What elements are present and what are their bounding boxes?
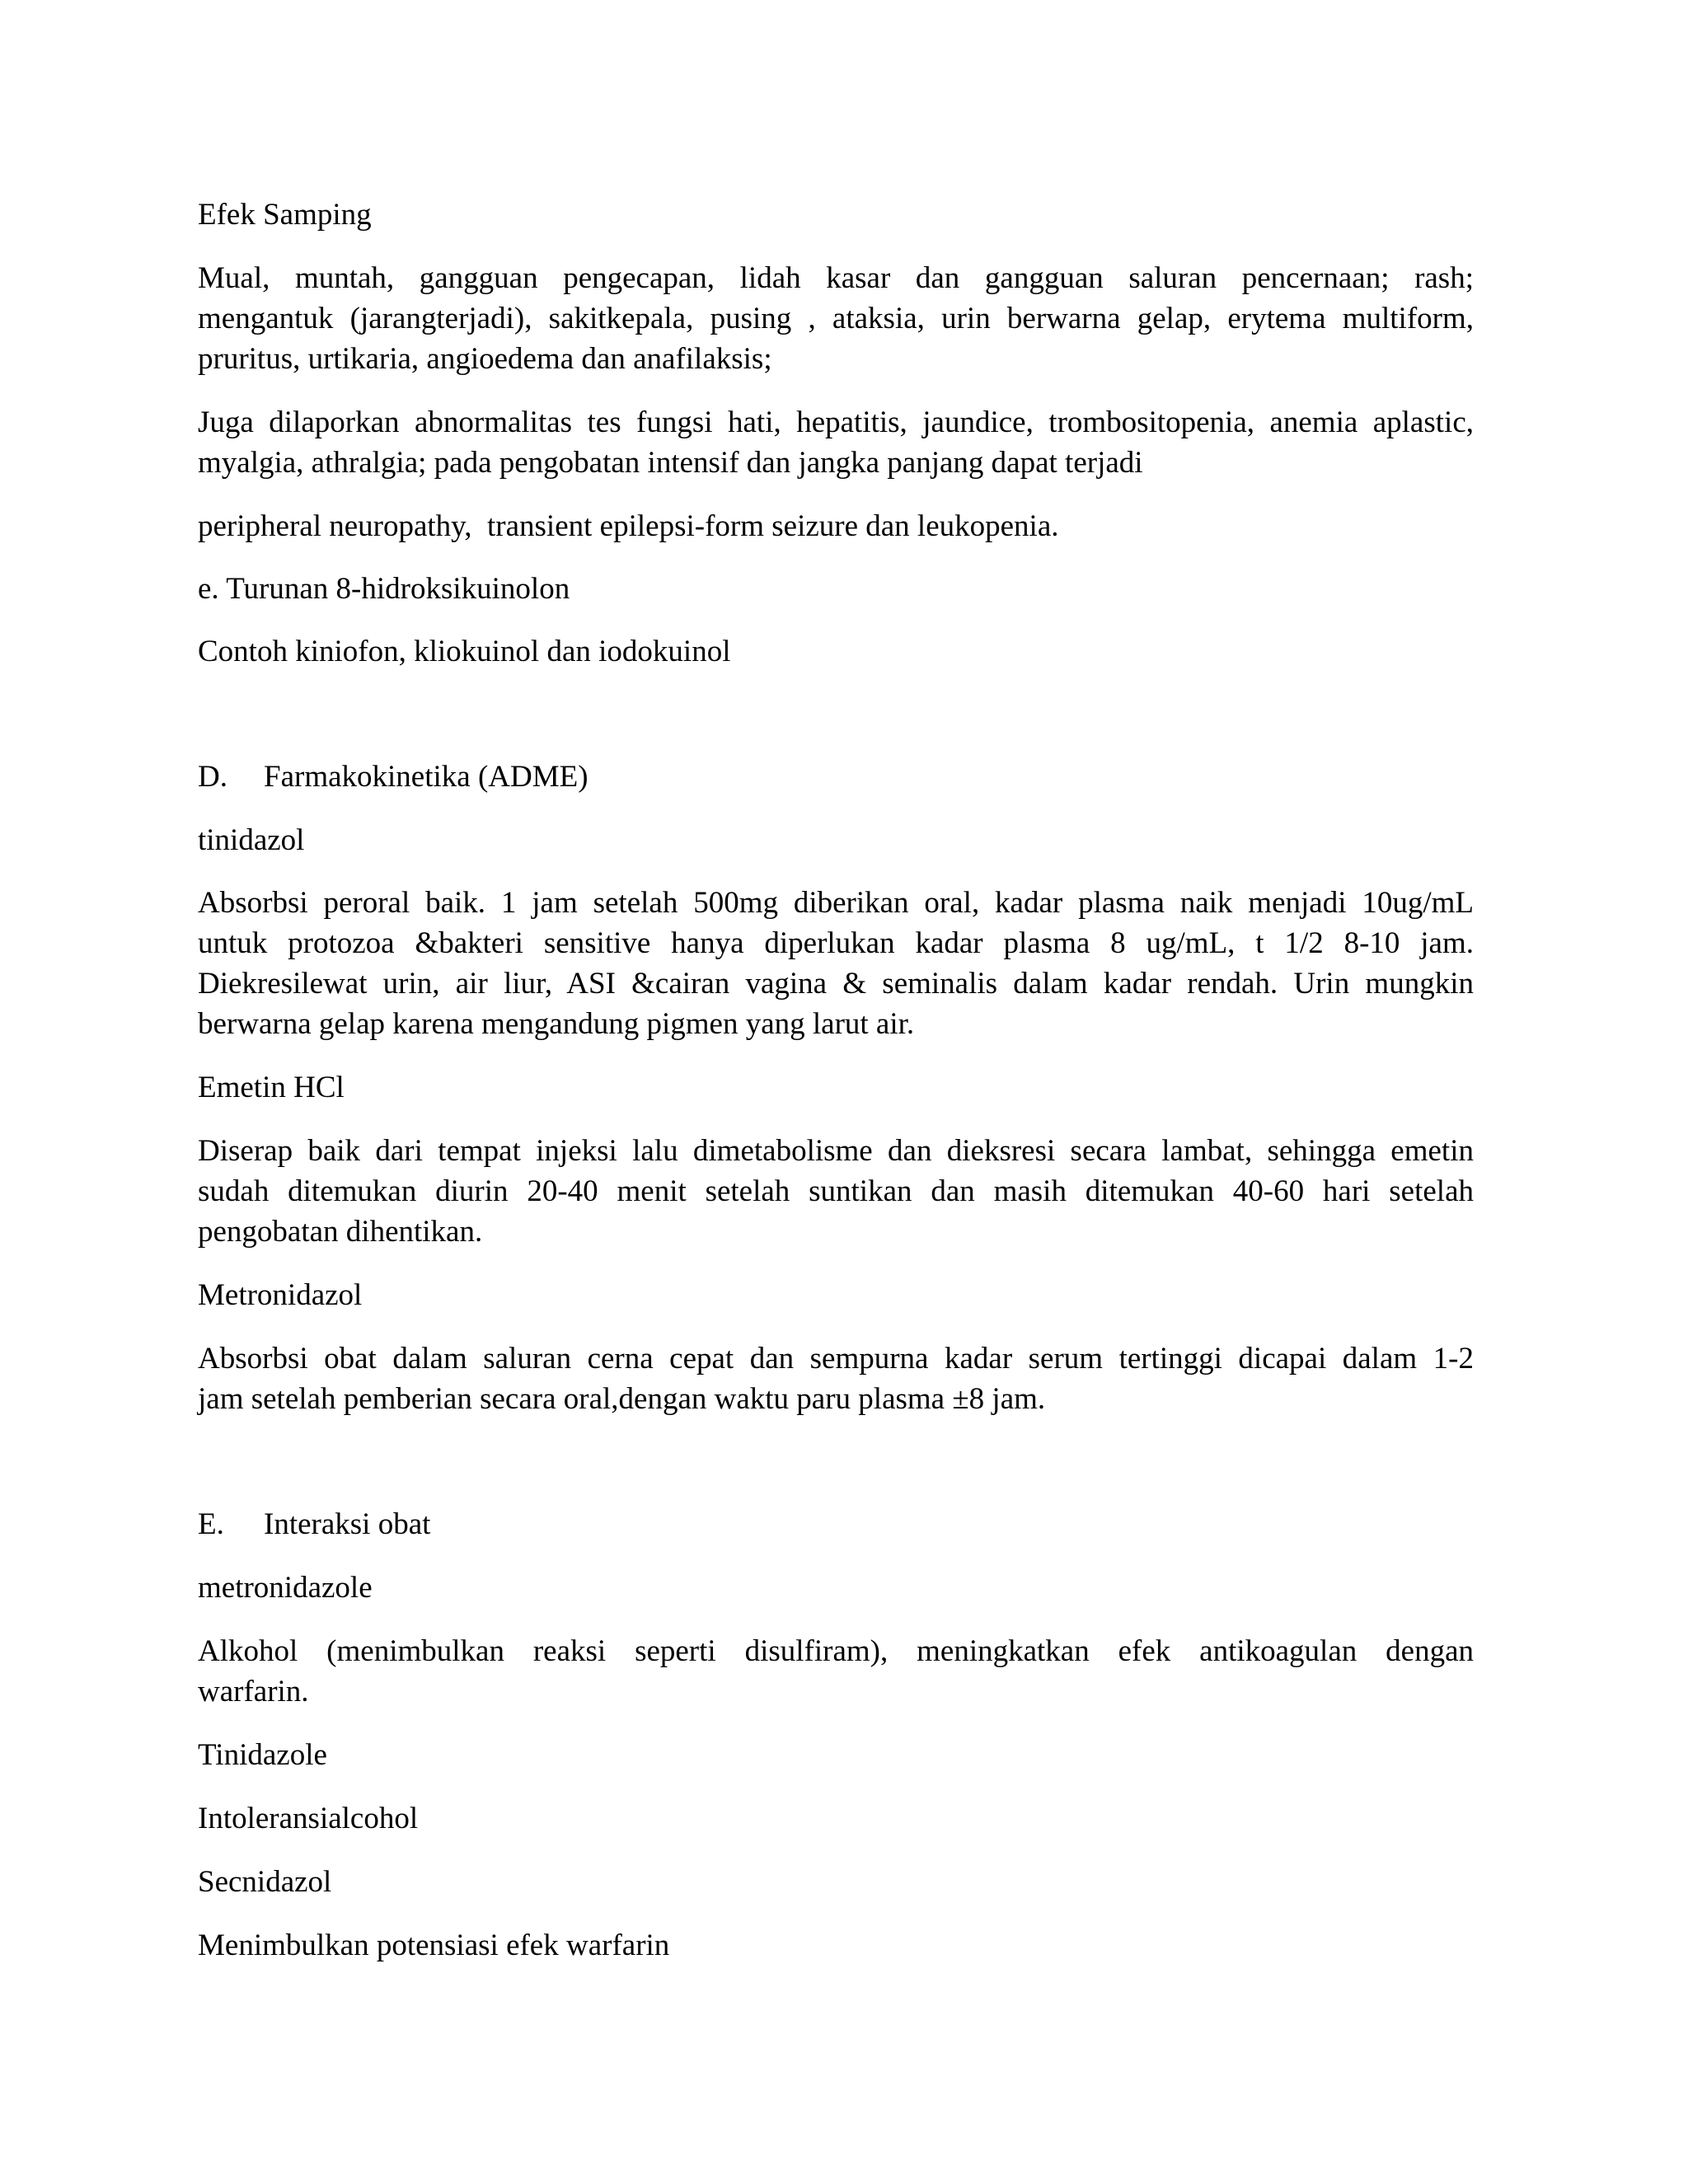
paragraph-line: Juga dilaporkan abnormalitas tes fungsi hati, hepatitis, jaundice, trombositopenia, anemia aplastic, — [198, 405, 1474, 439]
paragraph-line: pengobatan dihentikan. — [198, 1215, 483, 1249]
paragraph-line: Diekresilewat urin, air liur, ASI &cairan vagina & seminalis dalam kadar rendah. Urin mungkin — [198, 967, 1474, 1001]
paragraph-line: Contoh kiniofon, kliokuinol dan iodokuinol — [198, 635, 731, 668]
drug-label-tinidazole: Tinidazole — [198, 1738, 327, 1772]
paragraph-line: Intoleransialcohol — [198, 1802, 419, 1835]
drug-label-tinidazol: tinidazol — [198, 823, 305, 857]
drug-label-emetin: Emetin HCl — [198, 1071, 345, 1104]
drug-label-secnidazol: Secnidazol — [198, 1865, 332, 1899]
section-title: Interaksi obat — [264, 1507, 431, 1541]
drug-label-metronidazole: metronidazole — [198, 1571, 373, 1605]
section-heading-efek-samping: Efek Samping — [198, 198, 372, 232]
paragraph-line: berwarna gelap karena mengandung pigmen yang larut air. — [198, 1007, 915, 1041]
paragraph-line: untuk protozoa &bakteri sensitive hanya diperlukan kadar plasma 8 ug/mL, t 1/2 8-10 jam. — [198, 926, 1474, 960]
section-title: Farmakokinetika (ADME) — [264, 760, 588, 794]
paragraph-line: Menimbulkan potensiasi efek warfarin — [198, 1929, 670, 1962]
paragraph-line: warfarin. — [198, 1675, 309, 1708]
paragraph-line: Alkohol (menimbulkan reaksi seperti disulfiram), meningkatkan efek antikoagulan dengan — [198, 1634, 1474, 1668]
paragraph-line: myalgia, athralgia; pada pengobatan intensif dan jangka panjang dapat terjadi — [198, 446, 1143, 480]
subheading-turunan: e. Turunan 8-hidroksikuinolon — [198, 572, 570, 606]
paragraph-line: sudah ditemukan diurin 20-40 menit setelah suntikan dan masih ditemukan 40-60 hari setelah — [198, 1174, 1474, 1208]
section-letter: D. — [198, 760, 227, 794]
paragraph-line: Mual, muntah, gangguan pengecapan, lidah kasar dan gangguan saluran pencernaan; rash; — [198, 261, 1474, 295]
section-heading-interaksi — [198, 1504, 430, 1545]
drug-label-metronidazol: Metronidazol — [198, 1278, 363, 1312]
section-heading-farmakokinetika — [198, 757, 588, 798]
paragraph-line: mengantuk (jarangterjadi), sakitkepala, pusing , ataksia, urin berwarna gelap, erytema multiform, — [198, 302, 1474, 335]
paragraph-line: Absorbsi obat dalam saluran cerna cepat dan sempurna kadar serum tertinggi dicapai dalam 1-2 — [198, 1342, 1474, 1376]
section-letter: E. — [198, 1507, 224, 1541]
paragraph-line: jam setelah pemberian secara oral,dengan waktu paru plasma ±8 jam. — [198, 1382, 1046, 1416]
paragraph-line: Diserap baik dari tempat injeksi lalu dimetabolisme dan dieksresi secara lambat, sehingga emetin — [198, 1134, 1474, 1168]
paragraph-line: Absorbsi peroral baik. 1 jam setelah 500mg diberikan oral, kadar plasma naik menjadi 10ug/mL — [198, 886, 1474, 920]
paragraph-line: peripheral neuropathy, transient epilepsi-form seizure dan leukopenia. — [198, 509, 1059, 543]
paragraph-line: pruritus, urtikaria, angioedema dan anafilaksis; — [198, 342, 772, 376]
